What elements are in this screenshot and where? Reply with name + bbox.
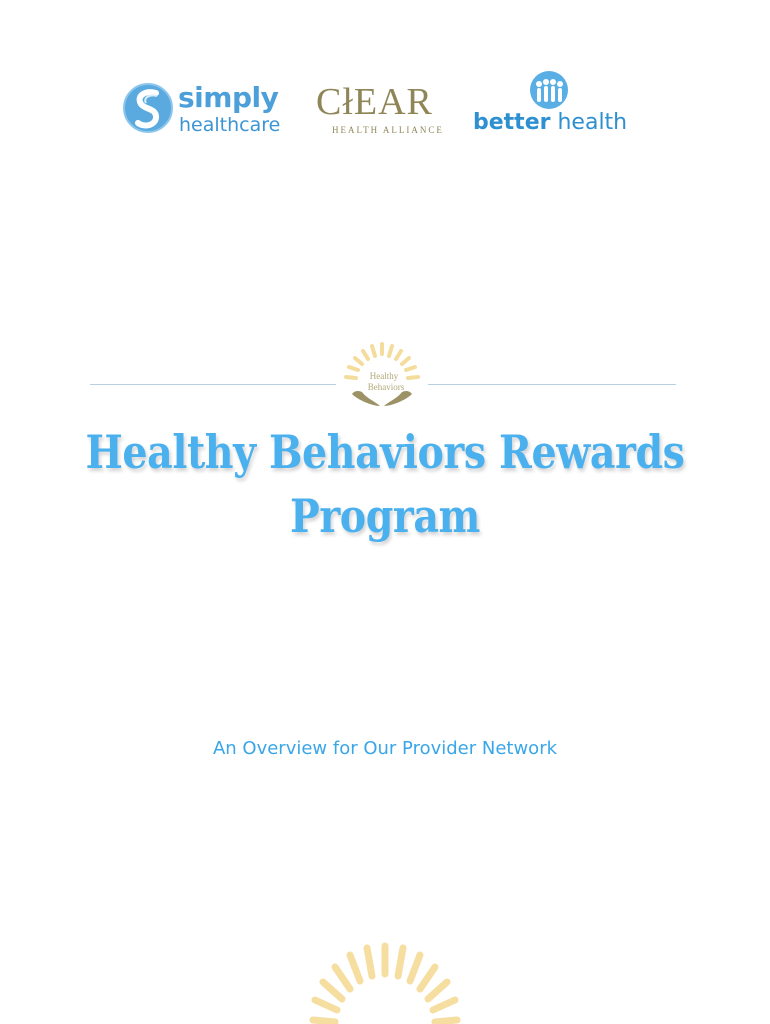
better-health-wordmark xyxy=(473,110,627,136)
simply-healthcare-logo xyxy=(123,82,293,138)
healthcare-wordmark: healthcare xyxy=(179,114,281,136)
partner-logos xyxy=(0,70,770,150)
emblem-healthy-text: Healthy xyxy=(369,371,399,381)
sunburst-icon xyxy=(305,938,465,1024)
health-word: health xyxy=(550,110,628,135)
simply-wordmark: simply xyxy=(178,81,279,114)
divider-right xyxy=(428,384,676,385)
better-word: better xyxy=(473,110,551,135)
emblem-behaviors-text: Behaviors xyxy=(367,382,405,392)
health-alliance-wordmark: HEALTH ALLIANCE xyxy=(332,125,444,135)
simply-s-swoosh-icon xyxy=(123,82,173,134)
title-line-2: Program xyxy=(290,489,480,543)
clear-health-alliance-logo xyxy=(316,82,446,138)
clear-wordmark: CłEAR xyxy=(316,81,433,123)
title-line-1: Healthy Behaviors Rewards xyxy=(85,425,685,479)
divider-left xyxy=(90,384,336,385)
page-subtitle: An Overview for Our Provider Network xyxy=(212,738,558,759)
better-health-people-icon xyxy=(527,70,571,110)
better-health-logo xyxy=(473,70,633,140)
page-title xyxy=(54,420,716,548)
